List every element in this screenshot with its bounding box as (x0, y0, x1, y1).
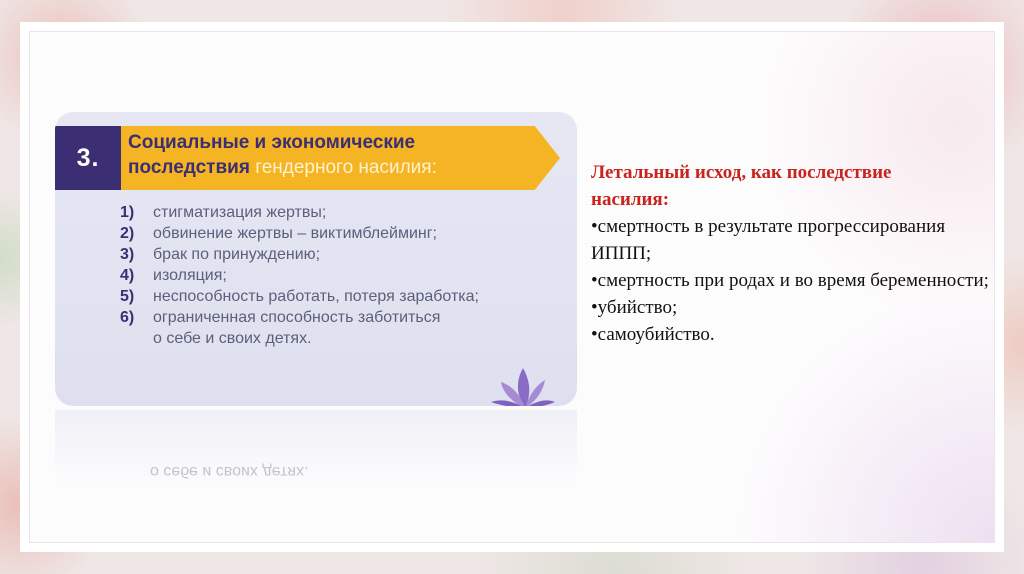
card-number: 3. (55, 126, 121, 190)
lethal-outcome-block (591, 159, 991, 348)
card-reflection (55, 410, 577, 490)
list-item (120, 223, 479, 244)
list-item-number: 6) (120, 309, 135, 326)
list-item-number: 1) (120, 204, 135, 221)
flower-petals-icon (485, 358, 565, 406)
card-title-soft: гендерного насилия: (255, 157, 437, 178)
list-item-text-continuation: о себе и своих детях. (153, 330, 312, 347)
card-title-line1: Социальные и экономические (128, 132, 416, 153)
list-item: •смертность при родах и во время беременности; (591, 270, 989, 291)
card-title (128, 130, 548, 180)
list-item-text: стигматизация жертвы; (153, 204, 327, 221)
list-item-number: 2) (120, 225, 135, 242)
consequences-card (55, 112, 577, 406)
card-title-line2 (128, 155, 548, 180)
list-item (120, 244, 479, 265)
list-item: •убийство; (591, 297, 678, 318)
list-item-number: 5) (120, 288, 135, 305)
list-item-text-block (153, 307, 440, 349)
list-item: •смертность в результате прогрессирования ИППП; (591, 216, 946, 264)
list-item (120, 202, 479, 223)
list-item-number: 3) (120, 246, 135, 263)
lethal-outcome-list (591, 213, 991, 348)
list-item-text: ограниченная способность заботиться (153, 309, 441, 326)
list-item-number: 4) (120, 267, 135, 284)
list-item-text: изоляция; (153, 267, 227, 284)
list-item-text: брак по принуждению; (153, 246, 321, 263)
card-title-bold: последствия (128, 157, 250, 178)
list-item-text: обвинение жертвы – виктимблейминг; (153, 225, 437, 242)
list-item (120, 307, 479, 349)
list-item (120, 286, 479, 307)
consequences-list (120, 202, 479, 349)
reflection-text: о себе и своих детях. (150, 463, 309, 480)
list-item: •самоубийство. (591, 324, 715, 345)
list-item-text: неспособность работать, потеря заработка; (153, 288, 479, 305)
lethal-outcome-heading: Летальный исход, как последствие насилия: (591, 162, 892, 210)
list-item (120, 265, 479, 286)
